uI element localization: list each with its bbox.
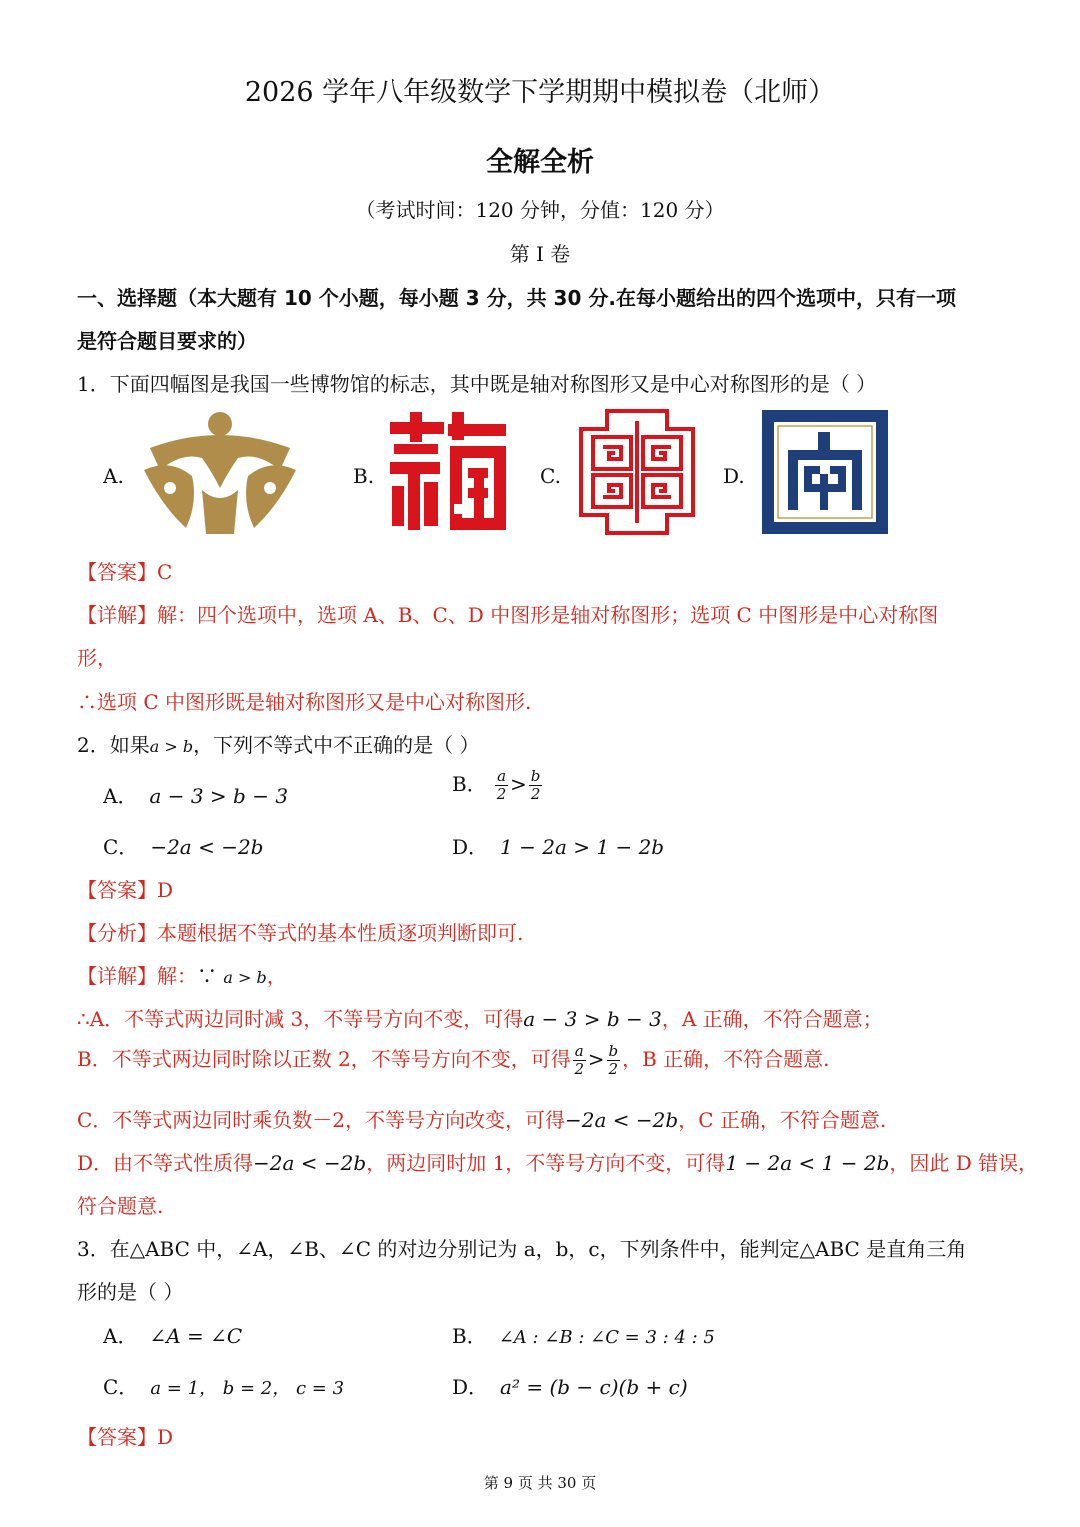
q2-option-b: B． $\frac{a}{2}$ > $\frac{b}{2}$ [452, 767, 541, 803]
museum-logo-c [577, 407, 697, 537]
q3-option-a: A． ∠A = ∠C [103, 1324, 243, 1348]
q2-option-a: A． a − 3 > b − 3 [103, 784, 289, 808]
question-3-stem: 3．在△ABC 中，∠A，∠B、∠C 的对边分别记为 a，b，c，下列条件中，能判定△ABC 是直角三角 [77, 1237, 967, 1261]
exam-info: （考试时间：120 分钟，分值：120 分） [355, 198, 725, 222]
q1-option-a-label: A. [103, 464, 124, 488]
q1-conclusion: ∴选项 C 中图形既是轴对称图形又是中心对称图形. [77, 690, 532, 714]
q3-answer: 【答案】D [77, 1425, 174, 1449]
q2-answer: 【答案】D [77, 878, 174, 902]
q2-detail-d: D．由不等式性质得−2a < −2b，两边同时加 1，不等号方向不变，可得1 − 2a < 1 − 2b，因此 D 错误， [77, 1151, 1039, 1175]
q2-detail: 【详解】解：∵ a > b， [77, 964, 287, 988]
museum-logo-b [390, 412, 506, 530]
q1-option-b-label: B. [353, 464, 375, 488]
q1-answer: 【答案】C [77, 560, 173, 584]
section-heading: 一、选择题（本大题有 10 个小题，每小题 3 分，共 30 分.在每小题给出的四个选项中，只有一项 [77, 286, 956, 310]
q2-analysis: 【分析】本题根据不等式的基本性质逐项判断即可. [77, 921, 524, 945]
q3-option-d: D． a² = (b − c)(b + c) [452, 1375, 688, 1399]
q3-option-b: B． ∠A : ∠B : ∠C = 3 : 4 : 5 [452, 1324, 715, 1348]
section-heading-cont: 是符合题目要求的） [77, 329, 257, 353]
page-title: 2026 学年八年级数学下学期期中模拟卷（北师） [244, 77, 836, 108]
q2-detail-c: C．不等式两边同时乘负数－2，不等号方向改变，可得−2a < −2b，C 正确，不符合题意. [77, 1108, 887, 1132]
page-number: 第 9 页 共 30 页 [483, 1474, 597, 1492]
q2-detail-b: B．不等式两边同时除以正数 2，不等号方向不变，可得 $\frac{a}{2}$ > $\frac{b}{2}$ ，B 正确，不符合题意. [77, 1042, 830, 1078]
question-2-stem: 2．如果a > b，下列不等式中不正确的是（ ） [77, 733, 480, 757]
q2-option-d: D． 1 − 2a > 1 − 2b [452, 835, 665, 859]
q2-detail-a: ∴A．不等式两边同时减 3，不等号方向不变，可得a − 3 > b − 3，A 正确，不符合题意； [77, 1007, 883, 1031]
museum-logo-d [762, 410, 888, 534]
q1-detail: 【详解】解：四个选项中，选项 A、B、C、D 中图形是轴对称图形；选项 C 中图形是中心对称图 [77, 603, 939, 627]
page-subtitle: 全解全析 [486, 147, 594, 178]
q1-option-d-label: D. [723, 464, 745, 488]
q2-option-c: C． −2a < −2b [103, 835, 264, 859]
q2-detail-d-cont: 符合题意. [77, 1194, 164, 1218]
q3-option-c: C． a = 1， b = 2， c = 3 [103, 1375, 345, 1399]
question-3-stem-cont: 形的是（ ） [77, 1280, 184, 1304]
volume-label: 第 I 卷 [509, 242, 571, 266]
museum-logo-a [140, 410, 300, 535]
q1-detail-cont: 形， [77, 646, 117, 670]
q1-option-c-label: C. [540, 464, 561, 488]
question-1-stem: 1．下面四幅图是我国一些博物馆的标志，其中既是轴对称图形又是中心对称图形的是（ ） [77, 372, 877, 396]
